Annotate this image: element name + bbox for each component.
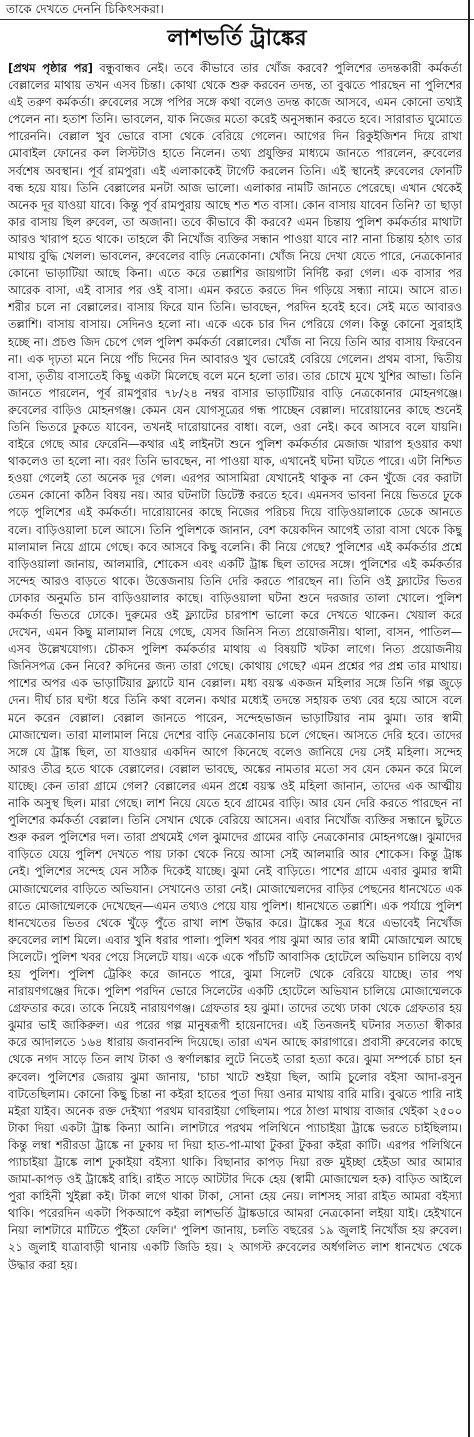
- previous-article-text: তাকে দেখতে দেননি চিকিৎসকরা।: [6, 2, 164, 16]
- article-headline: লাশভর্তি ট্রাঙ্কের: [167, 26, 307, 51]
- previous-article-clip: [0, 0, 474, 20]
- continuation-tag: [প্রথম পৃষ্ঠার পর]: [8, 61, 93, 75]
- article-body: [8, 60, 462, 1432]
- article-paragraph: [8, 60, 462, 1274]
- column-rule: [468, 0, 470, 1437]
- article-text: বন্ধুবান্ধব নেই। তবে কীভাবে তার খোঁজ করবে? পুলিশের তদন্তকারী কর্মকর্তা বেল্লালের মাথায় তখন এসব চিন্তা। কোথা থেকে শুরু করবেন তদন্ত, তা বুঝতে পারছেন না পুলিশের এই তরুণ কর্মকর্তা। রুবেলের সঙ্গে পপির সঙ্গে কথা বলেও তদন্ত কাজে আসবে, এমন কোনো তথ্যই পেলেন না। হতাশ তিনি। ভাবলেন, যাক নিজের মতো করেই অনুসন্ধান করতে হবে। সারারাত ঘুমোতে পারেননি। বেল্লাল খুব ভোরে বাসা থেকে বেরিয়ে গেলেন। আগের দিন রিকুইজিশন দিয়ে রাখা মোবাইল ফোনের কল লিস্টটাও হাতে নিলেন। তথ্য প্রযুক্তির মাধ্যমে জানতে পারলেন, রুবেলের সর্বশেষ অবস্থান। পূর্ব রামপুরা। এই এলাকাকেই টার্গেট করলেন তিনি। এই স্থানেই রুবেলের ফোনটি বন্ধ হয়ে যায়। তিনি বেল্লালের মনটা আজ ভালো। এলাকার নামটি জানতে পেরেছে। এখান থেকেই অনেক দূর যাওয়া যাবে। কিন্তু পূর্ব রামপুরায় আছে শত শত বাসা। কোন বাসায় যাবেন তিনি? তা ছাড়া কার বাসায় ছিল রুবেল, তা অজানা। তবে কীভাবে কী করবে? এমন চিন্তায় পুলিশ কর্মকর্তার মাথাটা আরও খারাপ হতে থাকে। তাহলে কী নিখোঁজ ব্যক্তির সন্ধান পাওয়া যাবে না? নানা চিন্তায় হঠাৎ তার মাথায় বুদ্ধি খেলল। ভাবলেন, রুবেলের বাড়ি নেত্রকোনা। খোঁজ নিয়ে দেখা যেতে পারে, নেত্রকোনার কোনো ভাড়াটিয়া আছে কিনা। এতে করে তল্লাশির জায়গাটা নির্দিষ্ট করা গেল। এক বাসার পর আরেক বাসা, এই বাসার পর ওই বাসা। এমন করতে করতে দিন গড়িয়ে সন্ধ্যা নামে। আসে রাত। শরীর চলে না বেল্লালের। বাসায় ফিরে যান তিনি। ভাবছেন, পরদিন হবেই হবে। সেই মতে আবারও তল্লাশি। বাসায় বাসায়। সেদিনও হলো না। একে একে চার দিন পেরিয়ে গেল। কিন্তু কোনো সুরাহাই হচ্ছে না। প্রচণ্ড জিদ চেপে গেল পুলিশ কর্মকর্তা বেল্লালের। খোঁজ না নিয়ে তিনি আর বাসায় ফিরবেন না। এক দৃঢ়তা মনে নিয়ে পাঁচ দিনের দিন আবারও খুব ভোরেই বেরিয়ে গেলেন। প্রথম বাসা, দ্বিতীয় বাসা, তৃতীয় বাসাতেই কিছু একটা মিলেছে বলে মনে হলো তার। তার চোখে মুখে খুশির আভা। তিনি জানতে পারলেন, পূর্ব রামপুরার ৭৮/২৪ নম্বর বাসার ভাড়াটিয়ার বাড়ি নেত্রকোনার মোহনগঞ্জে। রুবেলের বাড়িও মোহনগঞ্জ। কেমন যেন যোগসূত্রের গন্ধ পাচ্ছেন বেল্লাল। দারোয়ানের কাছে শুনেই তিনি ভিতরে ঢুকতে যাবেন, তখনই দারোয়ানের বাধা। বলে, ওরা নেই। কবে আসবে বলে যায়নি। বাইরে গেছে আর ফেরেনি—কথার এই লাইনটা শুনে পুলিশ কর্মকর্তার মেজাজ খারাপ হওয়ার কথা থাকলেও তা হলো না। বরং তিনি ভাবছেন, না পাওয়া যাক, এখানেই ঘটনা ঘটতে পারে। এটা নিশ্চিত হওয়া গেলেই তো অনেক দূর গেল। এরপর আসামিরা যেখানেই থাকুক না কেন খুঁজে বের করাটা তেমন কোনো কঠিন বিষয় নয়। আর ঘটনাটা ডিটেক্ট করতে হবে। এমনসব ভাবনা নিয়ে ভিতরে ঢুকে পড়ে পুলিশের এই কর্মকর্তা। দারোয়ানের কাছে নিজের পরিচয় দিয়ে বাড়িওয়ালাকে ডেকে আনতে বলে। বাড়িওয়ালা চলে আসে। তিনি পুলিশকে জানান, বেশ কয়েকদিন আগেই তারা বাসা থেকে কিছু মালামাল নিয়ে গ্রামে গেছে। কবে আসবে কিছু বলেনি। কী নিয়ে গেছে? পুলিশের এই কর্মকর্তার প্রশ্নে বাড়িওয়ালা জানায়, আলমারি, শোকেস এবং একটি ট্রাঙ্ক ছিল তাদের সঙ্গে। পুলিশের এই কর্মকর্তার সন্দেহ আরও বাড়তে থাকে। উত্তেজনায় তিনি দেরি করতে পারছেন না। তিনি ওই ফ্ল্যাটের ভিতর ঢোকার অনুমতি চান বাড়িওয়ালার কাছে। বাড়িওয়ালা ঘটনা শুনে দরজার তালা খোলে। পুলিশ কর্মকর্তা ভিতরে ঢোকে। দুরুমের ওই ফ্ল্যাটের চারপাশ ভালো করে দেখতে থাকেন। খেয়াল করে দেখেন, এমন কিছু মালামাল নিয়ে গেছে, যেসব জিনিস নিত্য প্রয়োজনীয়। থালা, বাসন, পাতিল—এসব উল্লেখযোগ্য। চৌকস পুলিশ কর্মকর্তার মাথায় এ বিষয়টি খটকা লাগে। নিত্য প্রয়োজনীয় জিনিসপত্র কেন নিবে? কদিনের জন্য তারা গেছে। কোথায় গেছে? এমন প্রশ্নের পর প্রশ্ন তার মাথায়। পাশের অপর এক ভাড়াটিয়ার ফ্ল্যাটে যান বেল্লাল। মধ্য বয়স্ক একজন মহিলার সঙ্গে তিনি গল্প জুড়ে দেন। দীর্ঘ চার ঘণ্টা ধরে তিনি কথা বলেন। কথার মধ্যেই তদন্তে সহায়ক তথ্য বের হয়ে আসে বলে মনে করেন বেল্লাল। বেল্লাল জানতে পারেন, সন্দেহভাজন ভাড়াটিয়ার নাম ঝুমা। তার স্বামী মোজাম্মেল। তারা মালামাল নিয়ে দেশের বাড়ি নেত্রকোনায় চলে গেছেন। আসতে দেরি হবে। তাদের সঙ্গে যে ট্রাঙ্ক ছিল, তা যাওয়ার একদিন আগে কিনেছে বলেও জানিয়ে দেয় সেই মহিলা। সন্দেহ আরও তীব্র হতে থাকে বেল্লালের। বেল্লাল ভাবছে, অঙ্কের নামতার মতো সব যেন কেমন করে মিলে যাচ্ছে। কেন তারা গ্রামে গেল? বেল্লালের এমন প্রশ্নে বয়স্ক ওই মহিলা জানান, তাদের এক আত্মীয় নাকি অসুস্থ ছিল। মারা গেছে। লাশ নিয়ে যেতে হবে গ্রামের বাড়ি। আর যেন দেরি করতে পারছেন না পুলিশের কর্মকর্তা বেল্লাল। তিনি সেখান থেকে বেরিয়ে আসেন। এবার নিখোঁজ ব্যক্তির সন্ধানে ছুটতে শুরু করল পুলিশের দল। তারা প্রথমেই গেল ঝুমাদের গ্রামের বাড়ি নেত্রকোনার মোহনগঞ্জে। ঝুমাদের বাড়িতে যেয়ে পুলিশ দেখতে পায় ঢাকা থেকে নিয়ে আসা সেই আলমারি আর শোকেস। কিন্তু ট্রাঙ্ক নেই। পুলিশের সন্দেহ যেন সঠিক দিকেই যাচ্ছে। ঝুমা নেই বাড়িতে। পাশের গ্রামে এবার ঝুমার স্বামী মোজাম্মেলের বাড়িতে অভিযান। সেখানেও তারা নেই। মোজাম্মেলদের বাড়ির পেছনের ধানখেতে এক রাতে মোজাম্মেলকে দেখেছেন—এমন তথ্যও পেয়ে যায় পুলিশ। ধানখেতে তল্লাশি। এক পর্যায়ে পুলিশ ধানখেতের ভিতর থেকে খুঁড়ে পুঁতে রাখা লাশ উদ্ধার করে। ট্রাঙ্কের সূত্র ধরে এভাবেই নিখোঁজ রুবেলের লাশ মিলে। এবার খুনি ধরার পালা। পুলিশ খবর পায় ঝুমা আর তার স্বামী মোজাম্মেল আছে সিলেটে। পুলিশ খবর পেয়ে সিলেটে যায়। একে একে পাঁচটি আবাসিক হোটেলে অভিযান চালিয়ে ব্যর্থ হয় পুলিশ। পুলিশ ট্রেকিং করে জানতে পারে, ঝুমা সিলেট থেকে বেরিয়ে যাচ্ছে। তার পথ নারায়ণগঞ্জের দিকে। পুলিশ পরদিন ভোরে সিলেটের একটি হোটেলে অভিযান চালিয়ে মোজাম্মেলকে গ্রেফতার করে। তাকে নিয়েই নারায়ণগঞ্জ। গ্রেফতার হয় ঝুমা। তাদের তথ্যে ঢাকা থেকে গ্রেফতার হয় ঝুমার ভাই জাকিরুল। এর পরের গল্প মানুষরূপী হায়েনাদের। এই তিনজনই ঘটনার সত্যতা স্বীকার করে আদালতে ১৬৪ ধারায় জবানবন্দি দিয়েছে। তারা এখন আছে কারাগারে। প্রবাসী রুবেলের কাছে থেকে নগদ সাড়ে তিন লাখ টাকা ও স্বর্ণালঙ্কার লুটে নিতেই তারা হত্যা করে। ঝুমা সম্পর্কে চাচা হন রুবেল। পুলিশের জেরায় ঝুমা জানায়, 'চাচা খাটে শুইয়া ছিল, আমি চুলোর বইসা আদা-রসুন বাটতেছিলাম। কোনো কিছু চিন্তা না কইরা হাতের পুতা দিয়া ওনার মাথায় বারি মারি। বুঝতে পারি নাই মইরা যাইব। অনেক রক্ত দেইখ্যা পরথম ঘাবরাইয়া গেছিলাম। পরে ঠাণ্ডা মাথায় বাজার থেইকা ২৫০০ টাকা দিয়া একটা ট্রাঙ্ক কিন্যা আনি। লাশটারে পরথম পলিথিনে প্যাচাইয়া ট্রাঙ্কে ভরতে চাইছিলাম। কিন্তু লম্বা শরীরডা ট্রাঙ্কে না ঢুকায় দা দিয়া হাত-পা-মাথা টুকরা টুকরা কইরা কাটি। এরপর পলিথিনে প্যাচাইয়া ট্রাঙ্কে লাশ ঢুকাইয়া বইস্যা থাকি। বিছানার কাপড় দিয়া রক্ত মুইচ্ছা হেইডা আর আমার জামা-কাপড় ওই ট্রাঙ্কেই রাহি। রাইত সাড়ে আটটার দিকে হেয় (স্বামী মোজাম্মেল হক) বাড়িত আইলে পুরা কাহিনী খুইল্লা কই। টাকা লগে থাকা টাকা, সোনা হেয় নেয়। লাশসহ সারা রাইত আমরা বইস্যা থাকি। পরেরদিন একটা পিকআপে কইরা লাশভর্তি ট্রাঙ্কডারে আমরা নেত্রকোনা লইয়া যাই। হেইখানে নিয়া লাশটারে মাটিতে পুঁইতা ফেলি।' পুলিশ জানায়, চলতি বছরের ১৯ জুলাই নিখোঁজ হয় রুবেল। ২১ জুলাই যাত্রাবাড়ী থানায় একটি জিডি হয়। ২ আগস্ট রুবেলের অর্ধগলিত লাশ ধানখেত থেকে উদ্ধার করা হয়।: [8, 61, 462, 1272]
